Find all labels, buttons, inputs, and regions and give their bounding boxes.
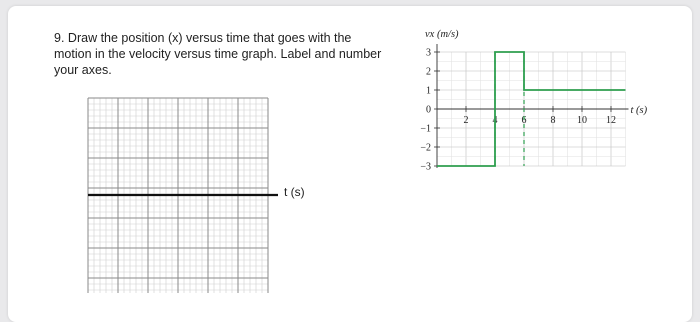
chart-y-tick-label: 0 xyxy=(426,104,431,116)
chart-x-tick-label: 4 xyxy=(492,115,498,126)
question-body: Draw the position (x) versus time that goes with the motion in the velocity versus time graph. Label and number your axes. xyxy=(54,31,382,77)
chart-x-tick-label: 10 xyxy=(577,115,587,126)
chart-y-tick-label: 2 xyxy=(426,66,431,78)
chart-x-axis-label: t (s) xyxy=(630,105,648,116)
chart-y-tick-label: 3 xyxy=(426,47,431,59)
chart-y-tick-label: 1 xyxy=(426,85,431,97)
question-number: 9. xyxy=(54,31,65,45)
chart-x-tick-label: 8 xyxy=(550,115,556,126)
chart-x-tick-label: 6 xyxy=(521,115,527,126)
chart-x-tick-label: 2 xyxy=(463,115,469,126)
chart-y-tick-label: −2 xyxy=(420,142,431,154)
chart-y-tick-label: −1 xyxy=(420,123,431,135)
chart-y-tick-label: −3 xyxy=(420,161,431,173)
blank-graph-t-axis-label: t (s) xyxy=(284,185,305,199)
chart-x-tick-label: 12 xyxy=(606,115,616,126)
chart-y-axis-label: vx (m/s) xyxy=(425,29,459,40)
